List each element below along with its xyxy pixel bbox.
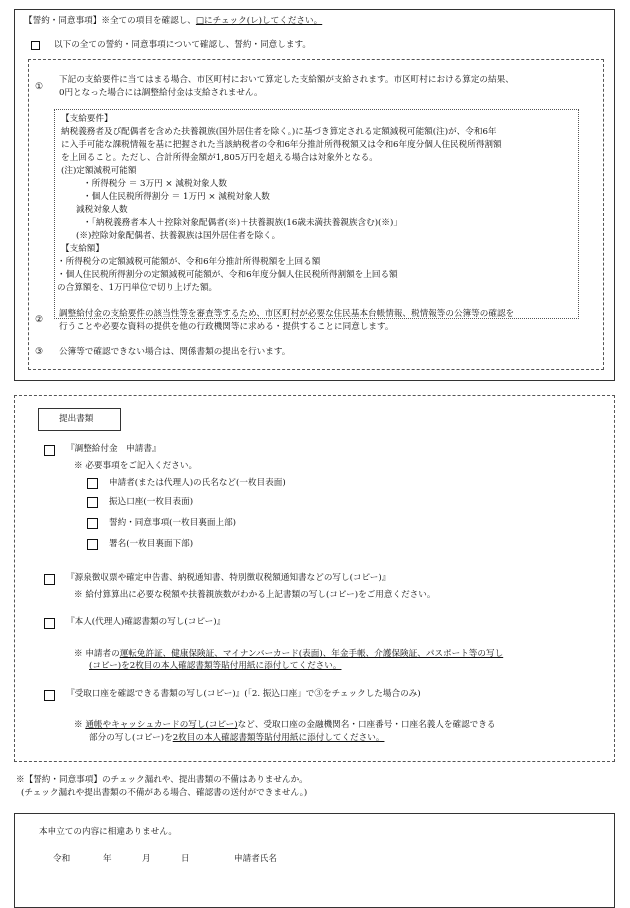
requirements-title: 【支給要件】 (61, 114, 113, 124)
doc4-note-line2 (89, 732, 384, 745)
doc1-sub-label: 誓約・同意事項(一枚目裏面上部) (109, 518, 237, 528)
requirements-line: ・所得税分 ＝ 3万円 × 減税対象人数 (83, 179, 227, 189)
doc4-label-suffix: (「2. 振込口座」で③をチェックした場合のみ) (244, 689, 421, 699)
pledge-all-label: 以下の全ての誓約・同意事項について確認し、誓約・同意します。 (54, 40, 311, 50)
pledge-header (24, 15, 322, 28)
doc1-sub-checkbox[interactable] (87, 539, 98, 550)
item2-number: ② (35, 315, 44, 325)
doc4-note-prefix: ※ (74, 720, 86, 730)
doc1-sub-checkbox[interactable] (87, 497, 98, 508)
requirements-line: に入手可能な課税情報を基に把握された当該納税者の令和6年分推計所得税額又は令和6年度分個人住民税所得割額 (61, 140, 502, 150)
doc2-note: ※ 給付算算出に必要な税額や扶養親族数がわかる上記書類の写し(コピー)をご用意ください。 (74, 590, 436, 600)
requirements-line: (※)控除対象配偶者、扶養親族は国外居住者を除く。 (76, 231, 281, 241)
documents-title: 提出書類 (59, 414, 94, 424)
doc1-sub-checkbox[interactable] (87, 518, 98, 529)
doc1-checkbox[interactable] (44, 445, 55, 456)
doc1-sub-label: 申請者(または代理人)の氏名など(一枚目表面) (109, 478, 286, 488)
doc3-note-line2: (コピー)を2枚目の本人確認書類等貼付用紙に添付してください。 (89, 661, 342, 671)
item1-number: ① (35, 82, 44, 92)
pledge-header-instruction: □にチェック(レ)してください。 (195, 16, 323, 26)
doc1-sub-label: 署名(一枚目裏面下部) (109, 539, 194, 549)
item1-line1: 下記の支給要件に当てはまる場合、市区町村において算定した支給額が支給されます。市区町村における算定の結果、 (59, 75, 514, 85)
amount-line: の合算額を、1万円単位で切り上げた額。 (57, 283, 218, 293)
warning-line2: (チェック漏れや提出書類の不備がある場合、確認書の送付ができません。) (21, 788, 308, 798)
amount-line: ・所得税分の定額減税可能額が、令和6年分推計所得税額を上回る額 (57, 257, 321, 267)
doc4-note-line1 (74, 719, 495, 732)
doc3-note-prefix: ※ 申請者の (74, 649, 120, 659)
doc4-note-underlined: 通帳やキャッシュカードの写し(コピー) (85, 720, 238, 730)
amount-title: 【支給額】 (61, 244, 104, 254)
amount-line: ・個人住民税所得割分の定額減税可能額が、令和6年度分個人住民税所得割額を上回る額 (57, 270, 398, 280)
requirements-line: ・「納税義務者本人＋控除対象配偶者(※)＋扶養親族(16歳未満扶養親族含む)(※)」 (83, 218, 402, 228)
signature-year: 年 (103, 854, 112, 864)
doc2-checkbox[interactable] (44, 574, 55, 585)
pledge-header-text: ※全ての項目を確認し、 (101, 16, 196, 26)
doc4-label (66, 688, 421, 701)
pledge-header-title: 【誓約・同意事項】 (24, 16, 102, 26)
doc2-label: 『源泉徴収票や確定申告書、納税通知書、特別徴収税額通知書などの写し(コピー)』 (66, 573, 391, 583)
signature-statement: 本申立ての内容に相違ありません。 (39, 827, 178, 837)
signature-month: 月 (142, 854, 151, 864)
pledge-all-checkbox[interactable] (31, 41, 40, 50)
requirements-line: ・個人住民税所得割分 ＝ 1万円 × 減税対象人数 (83, 192, 270, 202)
doc3-checkbox[interactable] (44, 618, 55, 629)
signature-day: 日 (181, 854, 190, 864)
doc1-label: 『調整給付金 申請書』 (66, 444, 161, 454)
doc4-checkbox[interactable] (44, 690, 55, 701)
requirements-line: 納税義務者及び配偶者を含めた扶養親族(国外居住者を除く。)に基づき算定される定額減税可能額(注)が、令和6年 (61, 127, 497, 137)
doc1-sub-label: 振込口座(一枚目表面) (109, 497, 194, 507)
doc4-label-main: 『受取口座を確認できる書類の写し(コピー)』 (66, 689, 245, 699)
doc4-note-underlined-2: 2枚目の本人確認書類等貼付用紙に添付してください。 (172, 733, 385, 743)
item2-line1: 調整給付金の支給要件の該当性等を審査等するため、市区町村が必要な住民基本台帳情報、税情報等の公簿等の確認を (59, 309, 515, 319)
doc1-sub-checkbox[interactable] (87, 478, 98, 489)
signature-name-label: 申請者氏名 (234, 854, 277, 864)
warning-line1: ※【誓約・同意事項】のチェック漏れや、提出書類の不備はありませんか。 (16, 775, 308, 785)
item2-line2: 行うことや必要な資料の提供を他の行政機関等に求める・提供することに同意します。 (59, 322, 394, 332)
requirements-line: 減税対象人数 (76, 205, 128, 215)
item3-number: ③ (35, 347, 44, 357)
signature-era: 令和 (53, 854, 71, 864)
requirements-line: (注)定額減税可能額 (61, 166, 137, 176)
item1-line2: 0円となった場合には調整給付金は支給されません。 (59, 88, 263, 98)
doc4-note-part: 部分の写し(コピー)を (89, 733, 173, 743)
doc1-note: ※ 必要事項をご記入ください。 (74, 461, 198, 471)
doc3-label: 『本人(代理人)確認書類の写し(コピー)』 (66, 617, 226, 627)
requirements-line: を上回ること。ただし、合計所得金額が1,805万円を超える場合は対象外となる。 (61, 153, 378, 163)
doc4-note-rest: など、受取口座の金融機関名・口座番号・口座名義人を確認できる (237, 720, 496, 730)
doc3-note-underlined: 運転免許証、健康保険証、マイナンバーカード(表面)、年金手帳、介護保険証、パスポート等の写し (119, 649, 504, 659)
item3-line1: 公簿等で確認できない場合は、関係書類の提出を行います。 (59, 347, 291, 357)
